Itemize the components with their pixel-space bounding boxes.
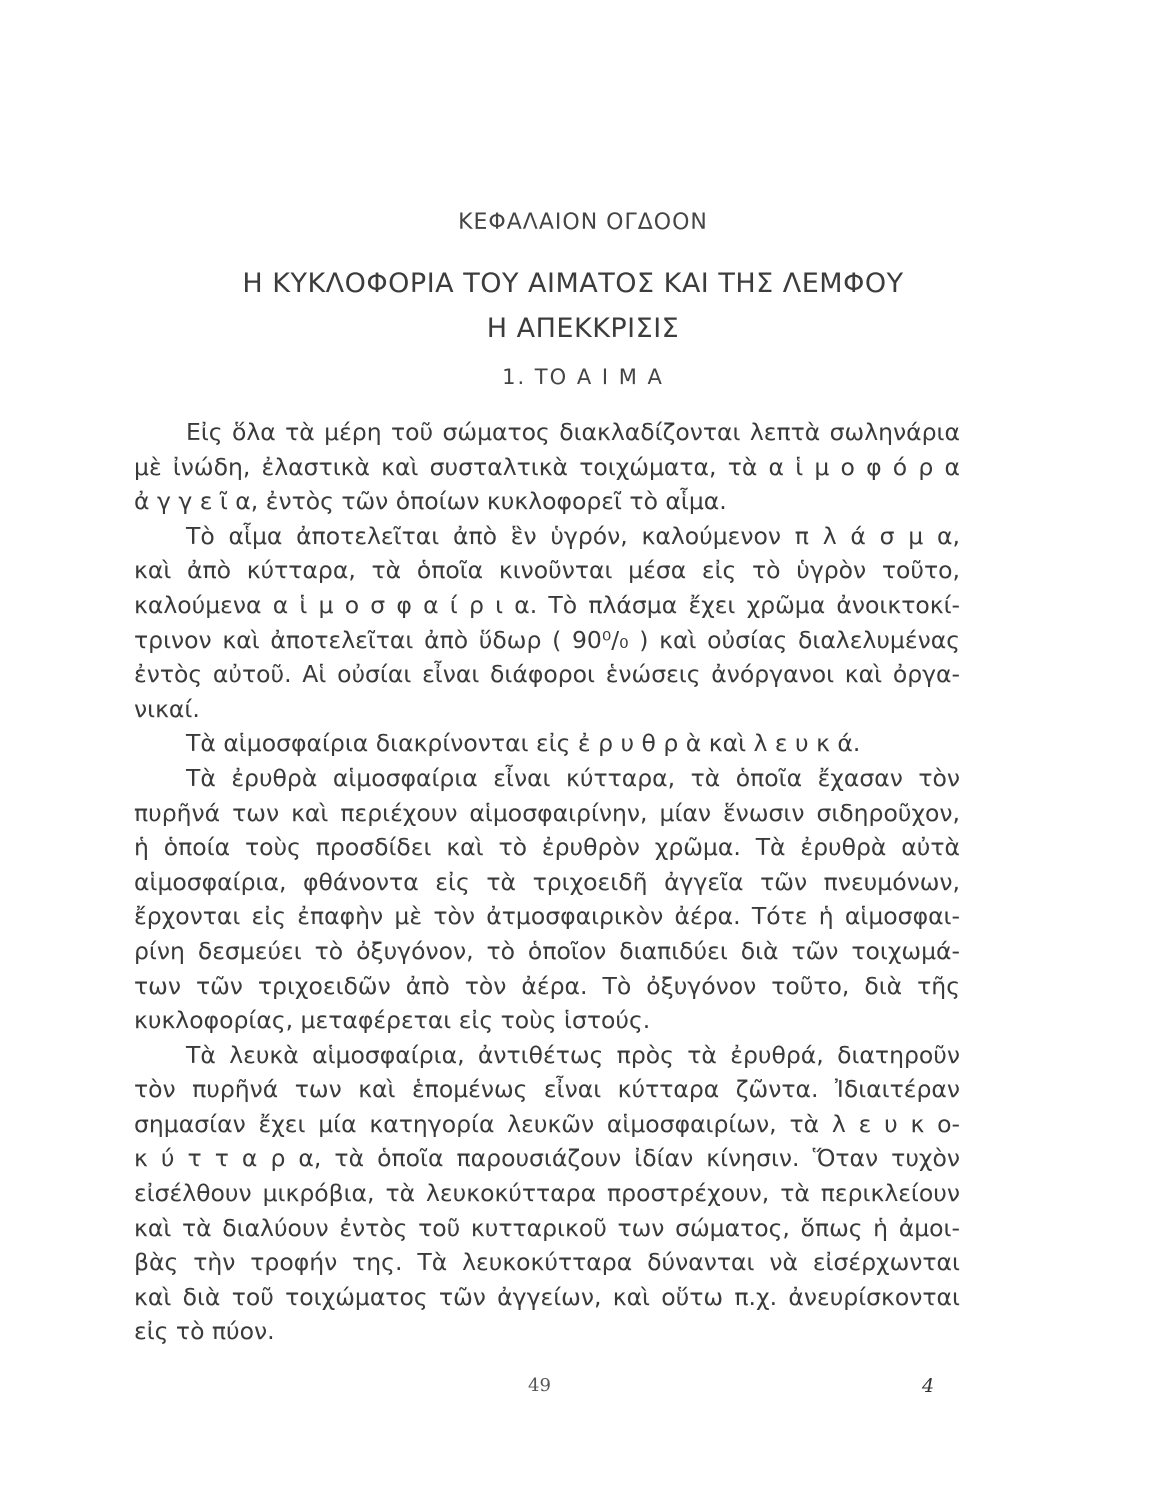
text-line: σημασίαν ἔχει μία κατηγορία λευκῶν αἱμοσφαιρίων, τὰ λ ε υ κ ο- [134,1109,960,1138]
text-line: βὰς τὴν τροφήν της. Τὰ λευκοκύτταρα δύνανται νὰ εἰσέρχωνται [134,1248,960,1277]
text-line: ἡ ὁποία τοὺς προσδίδει καὶ τὸ ἐρυθρὸν χρῶμα. Τὰ ἐρυθρὰ αὐτὰ [134,833,960,862]
text-line: ρίνη δεσμεύει τὸ ὀξυγόνον, τὸ ὁποῖον διαπιδύει διὰ τῶν τοιχωμά- [134,936,960,965]
text-line: τὸν πυρῆνά των καὶ ἑπομένως εἶναι κύτταρα ζῶντα. Ἰδιαιτέραν [134,1075,960,1104]
text-line: καλούμενα α ἱ μ ο σ φ α ί ρ ι α. Τὸ πλάσμα ἔχει χρῶμα ἀνοικτοκί- [134,590,960,619]
text-line: καὶ ἀπὸ κύτταρα, τὰ ὁποῖα κινοῦνται μέσα εἰς τὸ ὑγρὸν τοῦτο, [134,556,960,585]
text-line: κυκλοφορίας, μεταφέρεται εἰς τοὺς ἱστούς. [134,1006,651,1035]
section-heading: 1. ΤΟ Α Ι Μ Α [502,365,664,389]
chapter-title-line-2: Η ΑΠΕΚΚΡΙΣΙΣ [486,313,680,344]
text-line: Τὰ ἐρυθρὰ αἱμοσφαίρια εἶναι κύτταρα, τὰ ὁποῖα ἔχασαν τὸν [186,763,960,792]
text-line: εἰς τὸ πύον. [134,1317,275,1346]
text-line: καὶ τὰ διαλύουν ἐντὸς τοῦ κυτταρικοῦ των σώματος, ὅπως ἡ ἀμοι- [134,1213,960,1242]
chapter-title-line-1: Η ΚΥΚΛΟΦΟΡΙΑ ΤΟΥ ΑΙΜΑΤΟΣ ΚΑΙ ΤΗΣ ΛΕΜΦΟΥ [242,268,904,299]
text-line: Τὰ αἱμοσφαίρια διακρίνονται εἰς ἐ ρ υ θ ρ ὰ καὶ λ ε υ κ ά. [186,729,861,758]
signature-mark: 4 [922,1375,935,1397]
text-line: καὶ διὰ τοῦ τοιχώματος τῶν ἀγγείων, καὶ οὕτω π.χ. ἀνευρίσκονται [134,1282,960,1311]
text-line: νικαί. [134,694,200,723]
text-line: ἐντὸς αὐτοῦ. Αἱ οὐσίαι εἶναι διάφοροι ἑνώσεις ἀνόργανοι καὶ ὀργα- [134,660,960,689]
text-line: κ ύ τ τ α ρ α, τὰ ὁποῖα παρουσιάζουν ἰδίαν κίνησιν. Ὅταν τυχὸν [134,1144,960,1173]
body-text [134,415,960,1349]
text-line: Τὰ λευκὰ αἱμοσφαίρια, ἀντιθέτως πρὸς τὰ ἐρυθρά, διατηροῦν [186,1040,960,1069]
text-line: αἱμοσφαίρια, φθάνοντα εἰς τὰ τριχοειδῆ ἀγγεῖα τῶν πνευμόνων, [134,867,960,896]
text-line: ἔρχονται εἰς ἐπαφὴν μὲ τὸν ἀτμοσφαιρικὸν ἀέρα. Τότε ἡ αἱμοσφαι- [134,902,960,931]
text-line: ἀ γ γ ε ῖ α, ἐντὸς τῶν ὁποίων κυκλοφορεῖ τὸ αἷμα. [134,487,727,516]
text-line: μὲ ἰνώδη, ἐλαστικὰ καὶ συσταλτικὰ τοιχώματα, τὰ α ἱ μ ο φ ό ρ α [134,452,960,481]
text-line: Τὸ αἷμα ἀποτελεῖται ἀπὸ ἓν ὑγρόν, καλούμενον π λ ά σ μ α, [186,521,960,550]
text-line: εἰσέλθουν μικρόβια, τὰ λευκοκύτταρα προστρέχουν, τὰ περικλείουν [134,1179,960,1208]
text-line: Εἰς ὅλα τὰ μέρη τοῦ σώματος διακλαδίζονται λεπτὰ σωληνάρια [186,418,960,446]
text-line: πυρῆνά των καὶ περιέχουν αἱμοσφαιρίνην, μίαν ἕνωσιν σιδηροῦχον, [134,798,960,827]
page-number: 49 [528,1375,551,1396]
chapter-label: ΚΕΦΑΛΑΙΟΝ ΟΓΔΟΟΝ [458,210,708,235]
text-line: των τῶν τριχοειδῶν ἀπὸ τὸν ἀέρα. Τὸ ὀξυγόνον τοῦτο, διὰ τῆς [134,971,960,1000]
text-line: τρινον καὶ ἀποτελεῖται ἀπὸ ὕδωρ ( 90⁰/₀ ) καὶ οὐσίας διαλελυμένας [134,625,960,654]
